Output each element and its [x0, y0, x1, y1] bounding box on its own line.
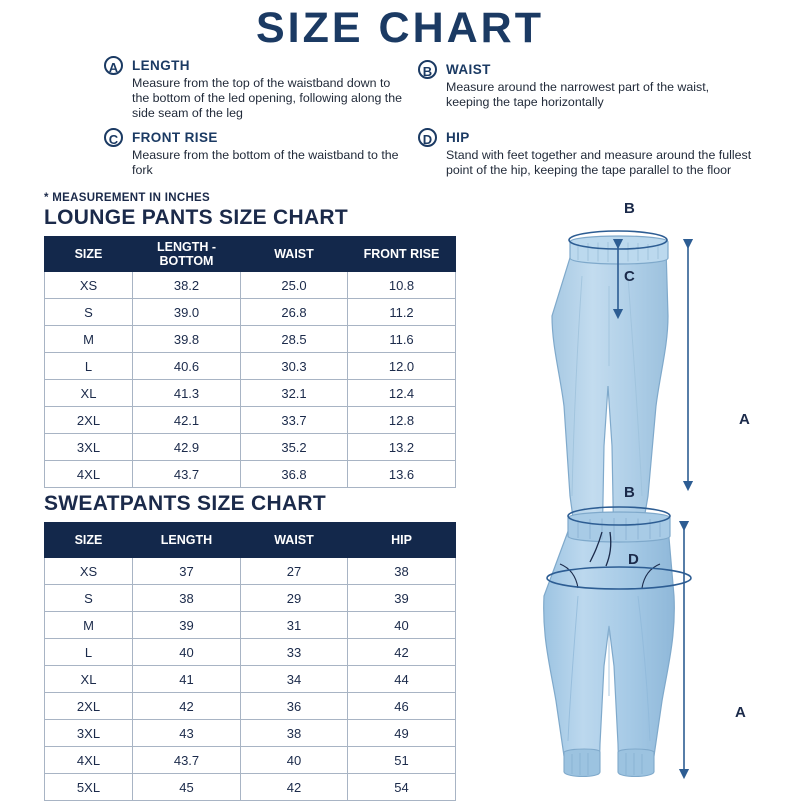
pants-illustrations	[478, 196, 800, 796]
cell-length: 42.9	[133, 434, 241, 461]
cell-waist: 30.3	[241, 353, 348, 380]
table-row	[45, 380, 456, 407]
cell-size: XL	[45, 380, 133, 407]
cell-waist: 35.2	[241, 434, 348, 461]
legend-head-front-rise: FRONT RISE	[132, 130, 218, 145]
col-header-waist: WAIST	[241, 237, 348, 272]
cell-length: 43.7	[133, 461, 241, 488]
cell-front-rise: 12.4	[348, 380, 456, 407]
cell-front-rise: 12.0	[348, 353, 456, 380]
marker-lounge-a: A	[739, 411, 750, 428]
illustration-panel	[478, 196, 800, 796]
cell-size: S	[45, 299, 133, 326]
table-row	[45, 326, 456, 353]
col-header-size: SIZE	[45, 237, 133, 272]
cell-length: 39.8	[133, 326, 241, 353]
cell-waist: 28.5	[241, 326, 348, 353]
col-header-length-bottom: LENGTH - BOTTOM	[133, 237, 241, 272]
cell-waist: 36.8	[241, 461, 348, 488]
table-row	[45, 639, 456, 666]
cell-waist: 33.7	[241, 407, 348, 434]
cell-size: 5XL	[45, 774, 133, 801]
cell-front-rise: 12.8	[348, 407, 456, 434]
table-row	[45, 407, 456, 434]
marker-sweat-d: D	[628, 551, 639, 568]
legend-head-hip: HIP	[446, 130, 470, 145]
table-row	[45, 666, 456, 693]
cell-waist: 33	[241, 639, 348, 666]
cell-size: L	[45, 639, 133, 666]
table-row	[45, 747, 456, 774]
legend-body-waist: Measure around the narrowest part of the waist, keeping the tape horizontally	[446, 80, 710, 109]
cell-waist: 40	[241, 747, 348, 774]
legend-body-front-rise: Measure from the bottom of the waistband to the fork	[132, 148, 399, 177]
cell-waist: 42	[241, 774, 348, 801]
lounge-pants-table	[44, 236, 456, 488]
cell-front-rise: 10.8	[348, 272, 456, 299]
col-header-hip: HIP	[348, 523, 456, 558]
cell-waist: 34	[241, 666, 348, 693]
cell-size: S	[45, 585, 133, 612]
cell-waist: 29	[241, 585, 348, 612]
badge-a: A	[104, 56, 123, 75]
cell-size: 2XL	[45, 693, 133, 720]
table-header-row	[45, 523, 456, 558]
page-title: SIZE CHART	[256, 4, 544, 52]
badge-b: B	[418, 60, 437, 79]
legend	[100, 56, 790, 181]
measurement-note: * MEASUREMENT IN INCHES	[44, 192, 210, 204]
table-row	[45, 299, 456, 326]
cell-length: 43.7	[133, 747, 241, 774]
cell-waist: 27	[241, 558, 348, 585]
cell-size: M	[45, 612, 133, 639]
cell-waist: 26.8	[241, 299, 348, 326]
legend-head-length: LENGTH	[132, 58, 190, 73]
lounge-pants-figure	[552, 231, 688, 554]
cell-length: 43	[133, 720, 241, 747]
lounge-pants-title: LOUNGE PANTS SIZE CHART	[44, 206, 349, 229]
cell-length: 37	[133, 558, 241, 585]
cell-size: 3XL	[45, 720, 133, 747]
cell-waist: 38	[241, 720, 348, 747]
sweatpants-title: SWEATPANTS SIZE CHART	[44, 492, 327, 515]
cell-waist: 36	[241, 693, 348, 720]
cell-front-rise: 13.2	[348, 434, 456, 461]
cell-hip: 38	[348, 558, 456, 585]
cell-front-rise: 11.2	[348, 299, 456, 326]
cell-hip: 42	[348, 639, 456, 666]
table-row	[45, 558, 456, 585]
col-header-front-rise: FRONT RISE	[348, 237, 456, 272]
table-row	[45, 585, 456, 612]
table-row	[45, 461, 456, 488]
marker-lounge-b: B	[624, 200, 635, 217]
cell-length: 39	[133, 612, 241, 639]
cell-hip: 54	[348, 774, 456, 801]
table-header-row	[45, 237, 456, 272]
cell-hip: 44	[348, 666, 456, 693]
cell-waist: 32.1	[241, 380, 348, 407]
table-row	[45, 434, 456, 461]
cell-waist: 31	[241, 612, 348, 639]
sweatpants-table	[44, 522, 456, 801]
table-row	[45, 272, 456, 299]
marker-sweat-b: B	[624, 484, 635, 501]
marker-sweat-a: A	[735, 704, 746, 721]
cell-length: 42	[133, 693, 241, 720]
table-row	[45, 720, 456, 747]
cell-size: 2XL	[45, 407, 133, 434]
sweatpants-figure	[544, 507, 691, 777]
badge-d: D	[418, 128, 437, 147]
legend-body-length: Measure from the top of the waistband down to the bottom of the led opening, following along the side seam of the leg	[132, 76, 403, 120]
marker-lounge-c: C	[624, 268, 635, 285]
cell-length: 41	[133, 666, 241, 693]
cell-size: XS	[45, 272, 133, 299]
cell-hip: 49	[348, 720, 456, 747]
cell-length: 38	[133, 585, 241, 612]
cell-hip: 40	[348, 612, 456, 639]
cell-size: 4XL	[45, 747, 133, 774]
cell-hip: 51	[348, 747, 456, 774]
cell-hip: 46	[348, 693, 456, 720]
cell-size: XL	[45, 666, 133, 693]
cell-waist: 25.0	[241, 272, 348, 299]
legend-body-hip: Stand with feet together and measure around the fullest point of the hip, keeping the tape parallel to the floor	[446, 148, 752, 177]
table-row	[45, 612, 456, 639]
cell-size: L	[45, 353, 133, 380]
cell-length: 42.1	[133, 407, 241, 434]
table-row	[45, 353, 456, 380]
cell-size: 4XL	[45, 461, 133, 488]
table-row	[45, 774, 456, 801]
cell-size: 3XL	[45, 434, 133, 461]
cell-hip: 39	[348, 585, 456, 612]
cell-size: M	[45, 326, 133, 353]
table-row	[45, 693, 456, 720]
col-header-waist: WAIST	[241, 523, 348, 558]
badge-c: C	[104, 128, 123, 147]
legend-head-waist: WAIST	[446, 62, 491, 77]
col-header-size: SIZE	[45, 523, 133, 558]
cell-length: 39.0	[133, 299, 241, 326]
cell-length: 40	[133, 639, 241, 666]
cell-size: XS	[45, 558, 133, 585]
cell-length: 41.3	[133, 380, 241, 407]
cell-front-rise: 13.6	[348, 461, 456, 488]
cell-front-rise: 11.6	[348, 326, 456, 353]
col-header-length: LENGTH	[133, 523, 241, 558]
cell-length: 40.6	[133, 353, 241, 380]
cell-length: 45	[133, 774, 241, 801]
cell-length: 38.2	[133, 272, 241, 299]
